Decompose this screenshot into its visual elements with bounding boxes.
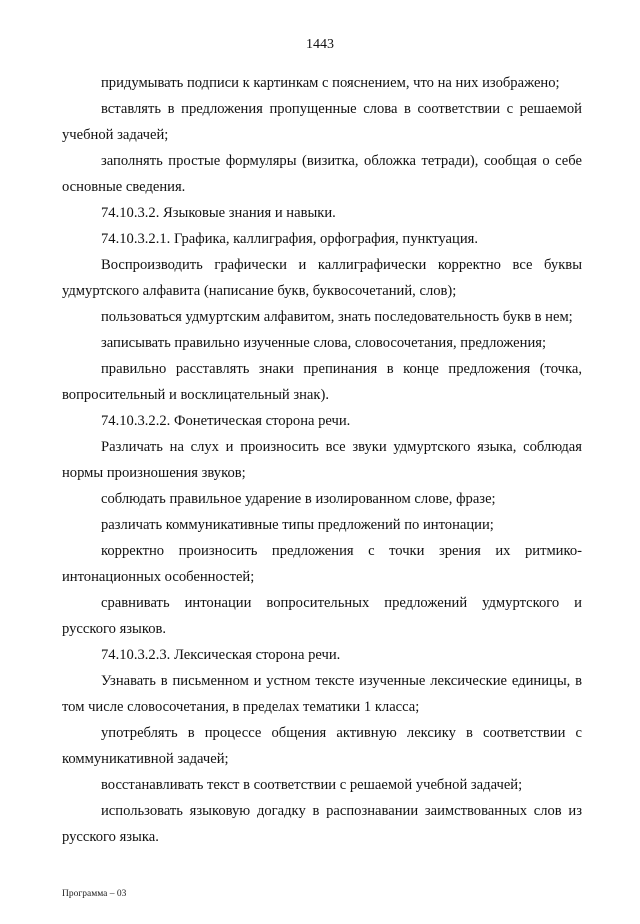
paragraph-3: заполнять простые формуляры (визитка, обложка тетради), сообщая о себе основные сведения. (62, 153, 582, 195)
paragraph-1: придумывать подписи к картинкам с пояснением, что на них изображено; (101, 75, 560, 91)
paragraph-19: восстанавливать текст в соответствии с решаемой учебной задачей; (101, 777, 523, 793)
paragraph-17: Узнавать в письменном и устном тексте изученные лексические единицы, в том числе словосочетания, в пределах тематики 1 класса; (62, 673, 582, 715)
paragraph-11: Различать на слух и произносить все звуки удмуртского языка, соблюдая нормы произношения звуков; (62, 439, 582, 481)
paragraph-18: употреблять в процессе общения активную лексику в соответствии с коммуникативной задачей; (62, 725, 582, 767)
paragraph-8: записывать правильно изученные слова, словосочетания, предложения; (101, 335, 547, 351)
page-footer: Программа – 03 (62, 889, 127, 899)
subsection-heading-graphics: 74.10.3.2.1. Графика, каллиграфия, орфография, пунктуация. (101, 231, 478, 247)
paragraph-20: использовать языковую догадку в распознавании заимствованных слов из русского языка. (62, 803, 582, 845)
section-heading-language-skills: 74.10.3.2. Языковые знания и навыки. (101, 205, 336, 221)
paragraph-15: сравнивать интонации вопросительных предложений удмуртского и русского языков. (62, 595, 582, 637)
paragraph-6: Воспроизводить графически и каллиграфически корректно все буквы удмуртского алфавита (написание букв, буквосочетаний, слов); (62, 257, 582, 299)
paragraph-14: корректно произносить предложения с точки зрения их ритмико-интонационных особенностей; (62, 543, 582, 585)
body-text (62, 70, 582, 850)
subsection-heading-lexis: 74.10.3.2.3. Лексическая сторона речи. (101, 647, 341, 663)
paragraph-7: пользоваться удмуртским алфавитом, знать последовательность букв в нем; (101, 309, 573, 325)
paragraph-9: правильно расставлять знаки препинания в конце предложения (точка, вопросительный и восклицательный знак). (62, 361, 582, 403)
paragraph-12: соблюдать правильное ударение в изолированном слове, фразе; (101, 491, 496, 507)
paragraph-13: различать коммуникативные типы предложений по интонации; (101, 517, 494, 533)
paragraph-2: вставлять в предложения пропущенные слова в соответствии с решаемой учебной задачей; (62, 101, 582, 143)
page-number: 1443 (306, 37, 334, 52)
subsection-heading-phonetics: 74.10.3.2.2. Фонетическая сторона речи. (101, 413, 351, 429)
